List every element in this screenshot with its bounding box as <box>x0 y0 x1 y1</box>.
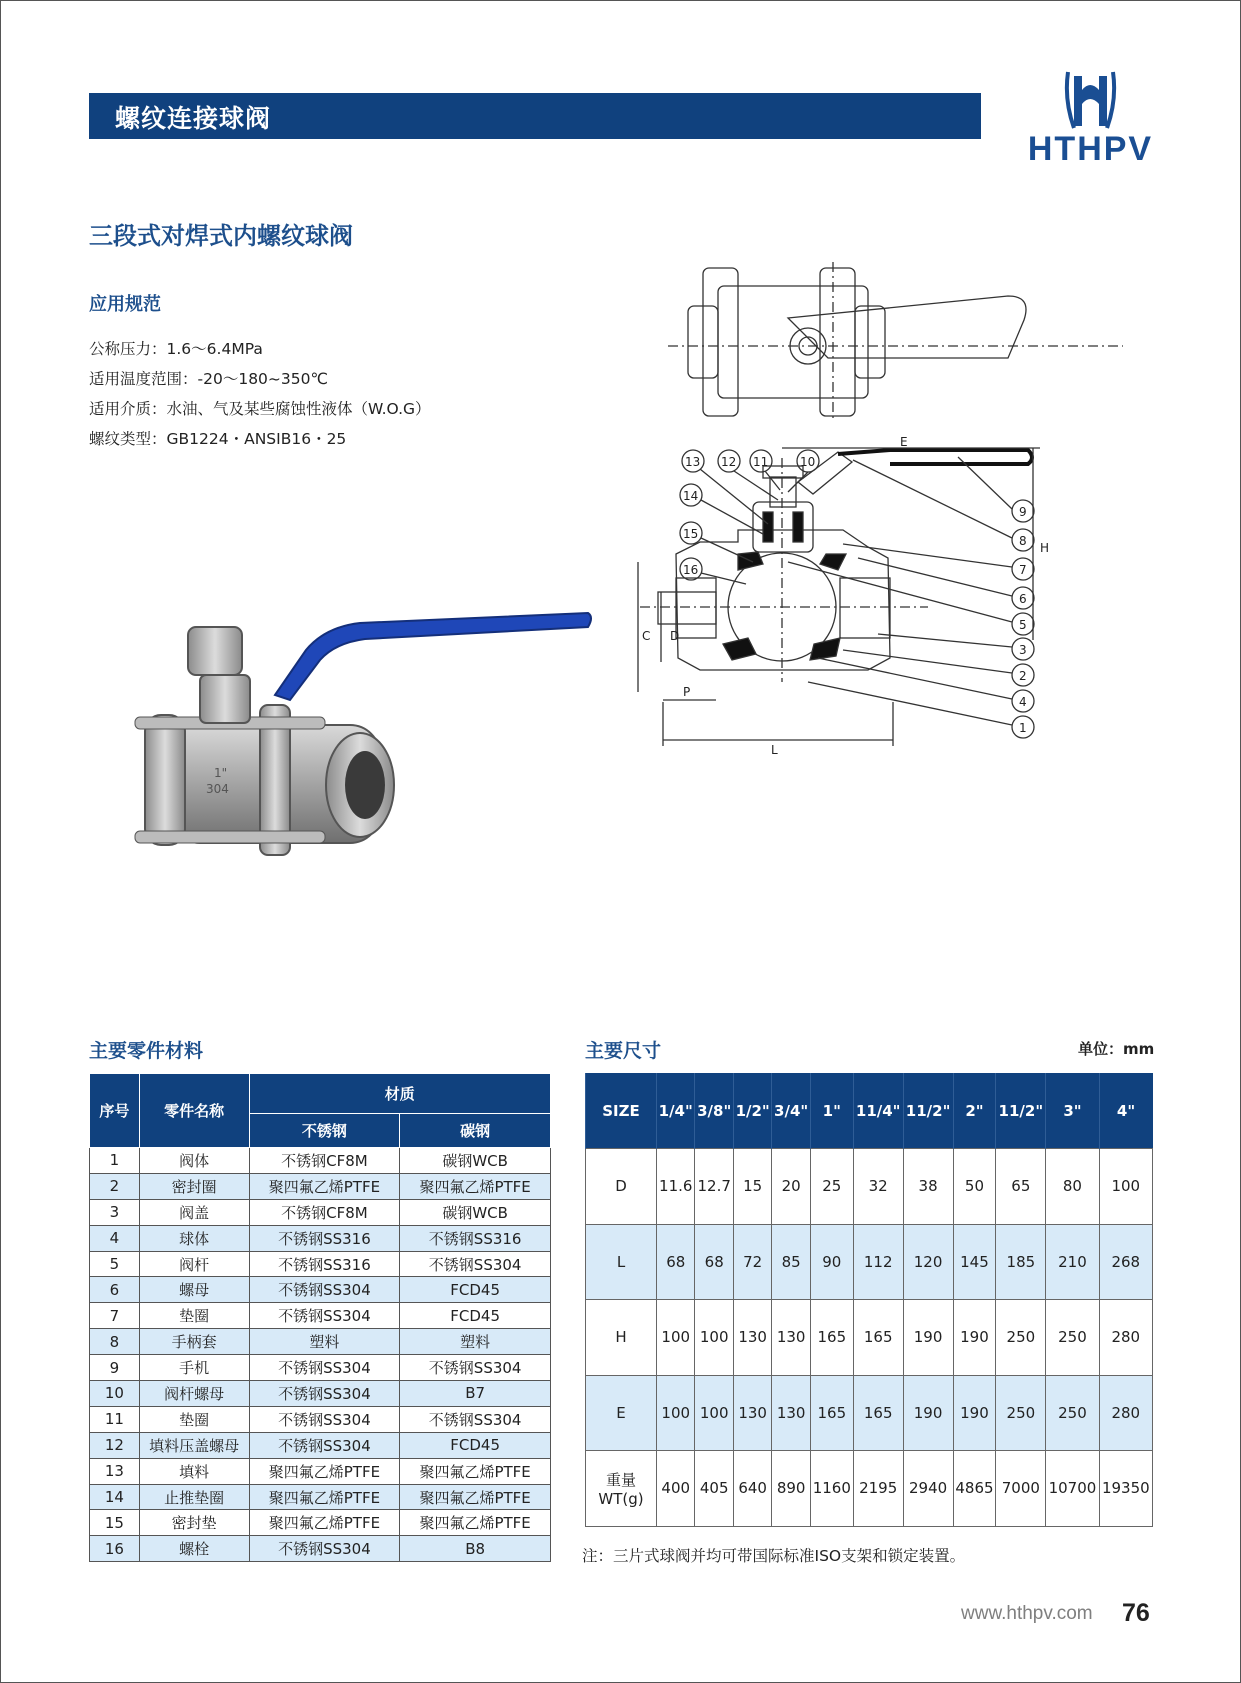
category-banner <box>89 93 981 139</box>
table-row <box>586 1149 1153 1225</box>
callout-16: 16 <box>683 563 699 577</box>
cell-no: 9 <box>90 1355 140 1381</box>
cell-name: 阀杆 <box>139 1251 249 1277</box>
body-marking-size: 1" <box>214 766 228 780</box>
cell-value: 210 <box>1046 1224 1099 1300</box>
row-label: L <box>586 1224 657 1300</box>
body-marking-material: 304 <box>206 782 229 796</box>
table-row <box>90 1329 551 1355</box>
dim-label-p: P <box>683 685 691 699</box>
cell-value: 890 <box>772 1451 810 1527</box>
cell-carbon: 聚四氟乙烯PTFE <box>400 1458 551 1484</box>
cell-value: 250 <box>1046 1300 1099 1376</box>
cell-no: 16 <box>90 1536 140 1562</box>
cell-value: 185 <box>996 1224 1046 1300</box>
callout-14: 14 <box>683 489 699 503</box>
spec-medium <box>89 397 431 419</box>
unit-label: 单位：mm <box>1078 1040 1155 1058</box>
callout-11: 11 <box>753 455 769 469</box>
cell-stainless: 聚四氟乙烯PTFE <box>249 1173 400 1199</box>
spec-heading: 应用规范 <box>89 294 161 315</box>
size-col: 1/2" <box>733 1073 771 1149</box>
logo-mark-icon <box>1008 70 1173 132</box>
spec-label: 公称压力： <box>89 340 167 358</box>
cell-stainless: 不锈钢SS304 <box>249 1303 400 1329</box>
table-row <box>90 1199 551 1225</box>
spec-temperature <box>89 367 328 389</box>
cell-stainless: 不锈钢SS304 <box>249 1381 400 1407</box>
spec-label: 适用温度范围： <box>89 370 198 388</box>
cell-name: 阀盖 <box>139 1199 249 1225</box>
cell-value: 145 <box>953 1224 996 1300</box>
cell-carbon: 碳钢WCB <box>400 1148 551 1174</box>
cell-stainless: 聚四氟乙烯PTFE <box>249 1458 400 1484</box>
banner-title: 螺纹连接球阀 <box>115 104 272 133</box>
table-row <box>90 1277 551 1303</box>
header-stainless: 不锈钢 <box>249 1114 400 1148</box>
cell-no: 3 <box>90 1199 140 1225</box>
table-row <box>90 1510 551 1536</box>
spec-value: -20～180~350℃ <box>197 370 328 388</box>
cell-name: 填料 <box>139 1458 249 1484</box>
cell-stainless: 不锈钢SS304 <box>249 1536 400 1562</box>
cell-name: 球体 <box>139 1225 249 1251</box>
parts-table-body <box>90 1148 551 1562</box>
cell-value: 7000 <box>996 1451 1046 1527</box>
table-row <box>90 1303 551 1329</box>
cell-no: 12 <box>90 1432 140 1458</box>
table-row <box>90 1381 551 1407</box>
cell-value: 100 <box>695 1300 733 1376</box>
company-logo <box>1008 70 1173 166</box>
cell-value: 2940 <box>903 1451 953 1527</box>
cell-value: 100 <box>1099 1149 1152 1225</box>
cell-value: 80 <box>1046 1149 1099 1225</box>
dimension-labels <box>642 435 1049 757</box>
cell-value: 10700 <box>1046 1451 1099 1527</box>
cell-value: 65 <box>996 1149 1046 1225</box>
cell-value: 190 <box>953 1375 996 1451</box>
cell-value: 100 <box>695 1375 733 1451</box>
size-col: 2" <box>953 1073 996 1149</box>
cell-value: 190 <box>953 1300 996 1376</box>
cell-no: 6 <box>90 1277 140 1303</box>
cell-stainless: 不锈钢SS316 <box>249 1225 400 1251</box>
spec-label: 螺纹类型： <box>89 430 167 448</box>
cell-value: 640 <box>733 1451 771 1527</box>
cell-no: 5 <box>90 1251 140 1277</box>
size-col: 11/4" <box>853 1073 903 1149</box>
product-photo <box>110 605 600 915</box>
cell-no: 1 <box>90 1148 140 1174</box>
cell-name: 手柄套 <box>139 1329 249 1355</box>
cell-name: 填料压盖螺母 <box>139 1432 249 1458</box>
cell-value: 90 <box>810 1224 853 1300</box>
cell-value: 165 <box>853 1300 903 1376</box>
dimensions-table-body <box>586 1149 1153 1527</box>
cell-value: 280 <box>1099 1300 1152 1376</box>
cell-name: 螺栓 <box>139 1536 249 1562</box>
cell-value: 25 <box>810 1149 853 1225</box>
cell-value: 165 <box>810 1300 853 1376</box>
callout-15: 15 <box>683 527 699 541</box>
table-row <box>90 1148 551 1174</box>
spec-label: 适用介质： <box>89 400 167 418</box>
cell-name: 螺母 <box>139 1277 249 1303</box>
cell-value: 405 <box>695 1451 733 1527</box>
callout-10: 10 <box>800 455 816 469</box>
table-row <box>90 1458 551 1484</box>
table-row <box>90 1355 551 1381</box>
logo-text: HTHPV <box>1027 130 1154 168</box>
spec-thread <box>89 427 346 449</box>
table-row <box>90 1406 551 1432</box>
cell-carbon: FCD45 <box>400 1303 551 1329</box>
cell-value: 38 <box>903 1149 953 1225</box>
cell-value: 68 <box>695 1224 733 1300</box>
cell-carbon: 聚四氟乙烯PTFE <box>400 1173 551 1199</box>
dimensions-section-title: 主要尺寸 <box>585 1040 662 1062</box>
cell-value: 130 <box>733 1300 771 1376</box>
cell-value: 100 <box>657 1300 695 1376</box>
cell-stainless: 不锈钢CF8M <box>249 1199 400 1225</box>
cell-name: 止推垫圈 <box>139 1484 249 1510</box>
table-row <box>90 1225 551 1251</box>
cell-carbon: FCD45 <box>400 1277 551 1303</box>
cell-value: 130 <box>772 1300 810 1376</box>
spec-pressure <box>89 337 263 359</box>
cell-value: 68 <box>657 1224 695 1300</box>
callout-6: 6 <box>1019 592 1027 606</box>
cell-name: 密封圈 <box>139 1173 249 1199</box>
cell-carbon: 不锈钢SS304 <box>400 1406 551 1432</box>
spec-value: 水油、气及某些腐蚀性液体（W.O.G） <box>166 400 431 418</box>
callout-12: 12 <box>721 455 737 469</box>
callout-3: 3 <box>1019 643 1027 657</box>
callout-2: 2 <box>1019 669 1027 683</box>
header-carbon: 碳钢 <box>400 1114 551 1148</box>
cell-no: 10 <box>90 1381 140 1407</box>
size-col: 4" <box>1099 1073 1152 1149</box>
cell-value: 250 <box>1046 1375 1099 1451</box>
cell-value: 72 <box>733 1224 771 1300</box>
weight-label-en: WT(g) <box>598 1489 644 1508</box>
header-no: 序号 <box>90 1074 140 1148</box>
table-row <box>90 1536 551 1562</box>
cell-stainless: 不锈钢SS304 <box>249 1406 400 1432</box>
cell-carbon: B7 <box>400 1381 551 1407</box>
cell-carbon: 不锈钢SS304 <box>400 1251 551 1277</box>
row-label: D <box>586 1149 657 1225</box>
website-url: www.hthpv.com <box>961 1603 1093 1624</box>
cell-carbon: 聚四氟乙烯PTFE <box>400 1484 551 1510</box>
size-header: SIZE <box>586 1073 657 1149</box>
cell-name: 阀体 <box>139 1148 249 1174</box>
cell-value: 268 <box>1099 1224 1152 1300</box>
cell-value: 280 <box>1099 1375 1152 1451</box>
callouts <box>680 450 1034 738</box>
cell-no: 13 <box>90 1458 140 1484</box>
size-col: 3" <box>1046 1073 1099 1149</box>
cell-value: 250 <box>996 1375 1046 1451</box>
parts-table <box>89 1073 551 1562</box>
cell-value: 165 <box>810 1375 853 1451</box>
table-row <box>90 1251 551 1277</box>
spec-value: GB1224・ANSIB16・25 <box>166 430 347 448</box>
cell-no: 7 <box>90 1303 140 1329</box>
size-col: 11/2" <box>903 1073 953 1149</box>
callout-5: 5 <box>1019 618 1027 632</box>
dim-label-c: C <box>642 629 651 643</box>
cell-no: 4 <box>90 1225 140 1251</box>
dim-label-d: D <box>670 629 680 643</box>
size-col: 11/2" <box>996 1073 1046 1149</box>
cell-stainless: 不锈钢SS304 <box>249 1432 400 1458</box>
row-label: E <box>586 1375 657 1451</box>
cell-value: 130 <box>772 1375 810 1451</box>
cell-value: 130 <box>733 1375 771 1451</box>
table-row <box>586 1375 1153 1451</box>
cell-carbon: 聚四氟乙烯PTFE <box>400 1510 551 1536</box>
dim-label-e: E <box>900 435 908 449</box>
cell-carbon: 不锈钢SS304 <box>400 1355 551 1381</box>
table-row <box>586 1300 1153 1376</box>
table-row <box>90 1432 551 1458</box>
cell-stainless: 不锈钢SS316 <box>249 1251 400 1277</box>
cell-stainless: 不锈钢CF8M <box>249 1148 400 1174</box>
callout-1: 1 <box>1019 721 1027 735</box>
cell-value: 120 <box>903 1224 953 1300</box>
cell-value: 250 <box>996 1300 1046 1376</box>
dimensions-table <box>585 1073 1153 1527</box>
cell-name: 垫圈 <box>139 1406 249 1432</box>
size-col: 3/8" <box>695 1073 733 1149</box>
header-name: 零件名称 <box>139 1074 249 1148</box>
header-material: 材质 <box>249 1074 550 1114</box>
dim-label-h: H <box>1040 541 1050 555</box>
cell-value: 50 <box>953 1149 996 1225</box>
parts-section-title: 主要零件材料 <box>89 1040 204 1062</box>
cell-carbon: 塑料 <box>400 1329 551 1355</box>
size-col: 1/4" <box>657 1073 695 1149</box>
callout-8: 8 <box>1019 534 1027 548</box>
page-number: 76 <box>1122 1599 1150 1627</box>
cell-name: 手机 <box>139 1355 249 1381</box>
callout-13: 13 <box>685 455 701 469</box>
technical-drawing <box>628 262 1128 772</box>
cell-value: 100 <box>657 1375 695 1451</box>
cell-value: 20 <box>772 1149 810 1225</box>
cell-stainless: 不锈钢SS304 <box>249 1277 400 1303</box>
table-row <box>586 1224 1153 1300</box>
cell-value: 4865 <box>953 1451 996 1527</box>
cell-stainless: 聚四氟乙烯PTFE <box>249 1484 400 1510</box>
cell-value: 190 <box>903 1375 953 1451</box>
cell-carbon: 碳钢WCB <box>400 1199 551 1225</box>
cell-no: 2 <box>90 1173 140 1199</box>
cell-value: 19350 <box>1099 1451 1152 1527</box>
cell-no: 15 <box>90 1510 140 1536</box>
cell-value: 1160 <box>810 1451 853 1527</box>
size-col: 3/4" <box>772 1073 810 1149</box>
cell-no: 8 <box>90 1329 140 1355</box>
size-col: 1" <box>810 1073 853 1149</box>
row-label: H <box>586 1300 657 1376</box>
dim-label-l: L <box>771 743 778 757</box>
footnote: 注：三片式球阀并均可带国际标准ISO支架和锁定装置。 <box>582 1547 966 1565</box>
cell-stainless: 塑料 <box>249 1329 400 1355</box>
spec-value: 1.6～6.4MPa <box>166 340 263 358</box>
weight-label-cn: 重量 <box>605 1470 636 1489</box>
cell-stainless: 聚四氟乙烯PTFE <box>249 1510 400 1536</box>
cell-value: 12.7 <box>695 1149 733 1225</box>
callout-4: 4 <box>1019 695 1027 709</box>
table-row <box>90 1173 551 1199</box>
cell-value: 11.6 <box>657 1149 695 1225</box>
cell-value: 15 <box>733 1149 771 1225</box>
cell-value: 112 <box>853 1224 903 1300</box>
cell-stainless: 不锈钢SS304 <box>249 1355 400 1381</box>
cell-no: 14 <box>90 1484 140 1510</box>
top-view <box>668 262 1123 422</box>
product-title: 三段式对焊式内螺纹球阀 <box>89 222 353 250</box>
cell-no: 11 <box>90 1406 140 1432</box>
table-row-weight <box>586 1451 1153 1527</box>
cell-value: 165 <box>853 1375 903 1451</box>
callout-7: 7 <box>1019 563 1027 577</box>
table-row <box>90 1484 551 1510</box>
callout-9: 9 <box>1019 505 1027 519</box>
cell-value: 190 <box>903 1300 953 1376</box>
cell-name: 阀杆螺母 <box>139 1381 249 1407</box>
cell-carbon: B8 <box>400 1536 551 1562</box>
cell-carbon: 不锈钢SS316 <box>400 1225 551 1251</box>
cell-value: 400 <box>657 1451 695 1527</box>
cell-value: 32 <box>853 1149 903 1225</box>
cell-value: 85 <box>772 1224 810 1300</box>
cell-name: 密封垫 <box>139 1510 249 1536</box>
row-label <box>586 1451 657 1527</box>
cell-name: 垫圈 <box>139 1303 249 1329</box>
section-view <box>638 448 1040 746</box>
cell-value: 2195 <box>853 1451 903 1527</box>
cell-carbon: FCD45 <box>400 1432 551 1458</box>
